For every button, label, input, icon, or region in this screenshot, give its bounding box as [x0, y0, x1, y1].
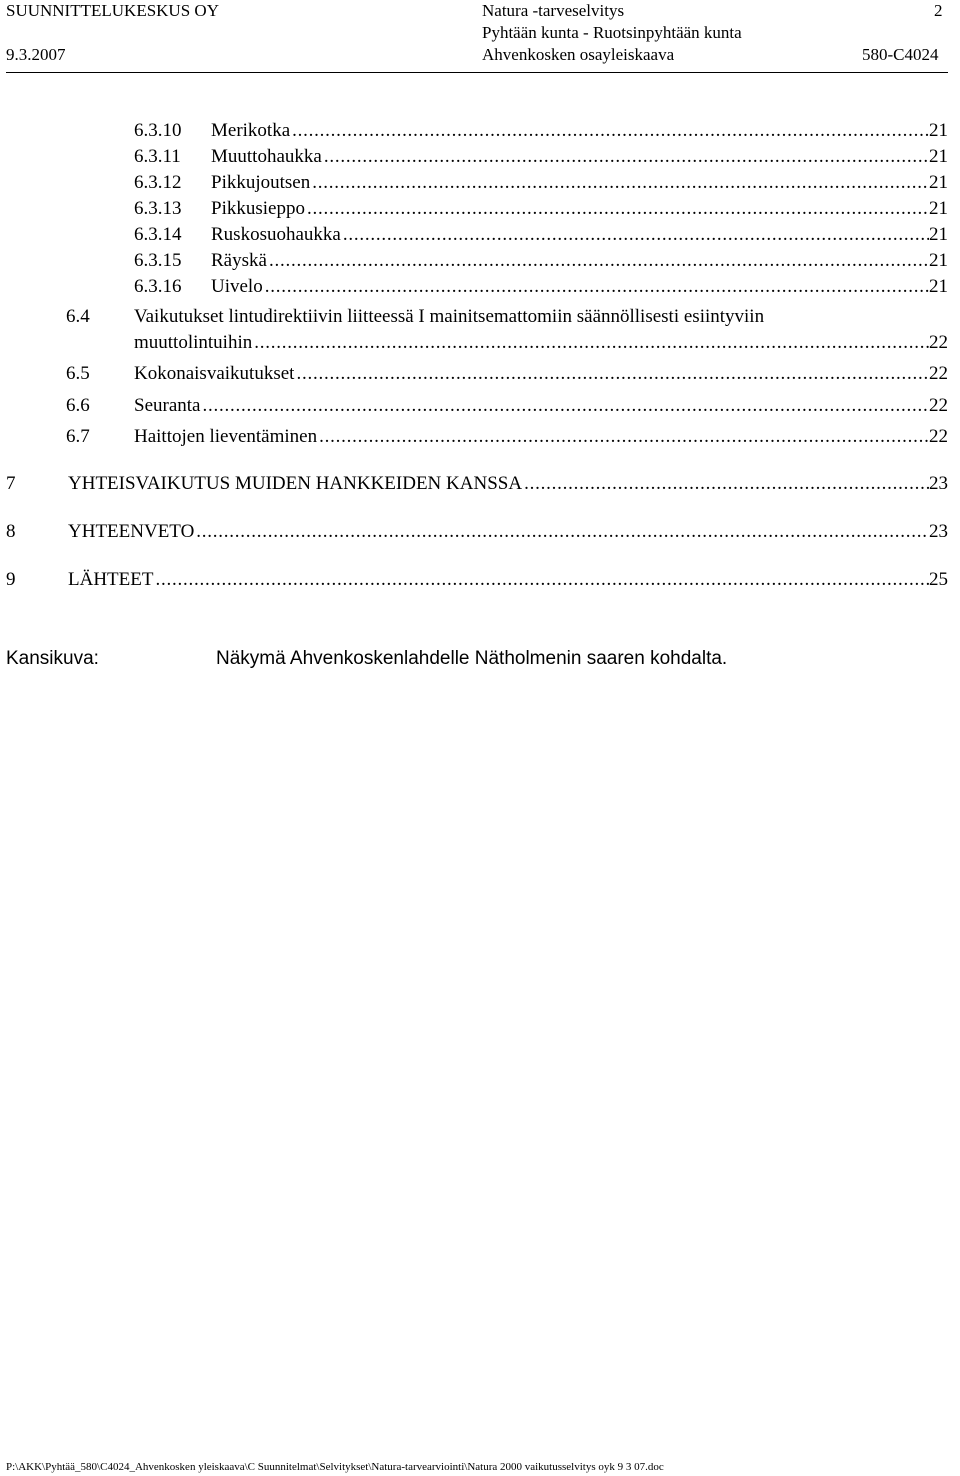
- toc-entry-title: Uivelo: [211, 276, 263, 297]
- toc-leader-dots: [263, 275, 929, 299]
- toc-entry-title: YHTEISVAIKUTUS MUIDEN HANKKEIDEN KANSSA: [68, 473, 523, 494]
- header-divider: [6, 72, 948, 73]
- toc-entry-number: 6.4: [66, 306, 90, 327]
- toc-entry-page: 22: [929, 426, 948, 447]
- toc-entry-page: 22: [929, 332, 948, 353]
- toc-leader-dots: [267, 249, 929, 273]
- toc-leader-dots: [522, 472, 929, 496]
- cover-label: Kansikuva:: [6, 648, 99, 669]
- toc-entry-title: Haittojen lieventäminen: [134, 426, 318, 447]
- toc-entry-number: 6.3.15: [134, 250, 182, 271]
- toc-entry-page: 21: [929, 172, 948, 193]
- header-page-number: 2: [934, 1, 943, 20]
- toc-entry-title: Pikkujoutsen: [211, 172, 311, 193]
- toc-entry-number: 6.5: [66, 363, 90, 384]
- toc-entry-number: 7: [6, 473, 16, 494]
- toc-entry-page: 23: [929, 473, 948, 494]
- toc-leader-dots: [341, 223, 929, 247]
- toc-entry-number: 6.7: [66, 426, 90, 447]
- toc-entry-number: 6.3.12: [134, 172, 182, 193]
- toc-entry-title: Räyskä: [211, 250, 267, 271]
- toc-entry-title: Merikotka: [211, 120, 291, 141]
- toc-entry-number: 9: [6, 569, 16, 590]
- toc-entry-page: 21: [929, 250, 948, 271]
- toc-entry-title: Ruskosuohaukka: [211, 224, 341, 245]
- toc-entry-title: Seuranta: [134, 395, 201, 416]
- toc-entry-number: 6.3.13: [134, 198, 182, 219]
- toc-leader-dots: [252, 331, 929, 355]
- toc-entry-page: 22: [929, 363, 948, 384]
- toc-entry-page: 21: [929, 146, 948, 167]
- toc-leader-dots: [153, 568, 929, 592]
- toc-entry-page: 25: [929, 569, 948, 590]
- toc-leader-dots: [310, 171, 929, 195]
- toc-entry-page: 22: [929, 395, 948, 416]
- toc-entry-title-line1: Vaikutukset lintudirektiivin liitteessä I mainitsemattomiin säännöllisesti esiintyviin: [134, 306, 765, 327]
- toc-entry-number: 8: [6, 521, 16, 542]
- toc-leader-dots: [305, 197, 929, 221]
- toc-entry-page: 21: [929, 120, 948, 141]
- toc-entry-title: Kokonaisvaikutukset: [134, 363, 295, 384]
- toc-entry-title: LÄHTEET: [68, 569, 154, 590]
- toc-leader-dots: [200, 394, 929, 418]
- toc-leader-dots: [317, 425, 929, 449]
- toc-entry-page: 21: [929, 276, 948, 297]
- toc-leader-dots: [194, 520, 929, 544]
- header-doc-title: Natura -tarveselvitys: [482, 1, 625, 20]
- toc-entry-title: Muuttohaukka: [211, 146, 322, 167]
- toc-entry-page: 21: [929, 198, 948, 219]
- toc-entry-title: Pikkusieppo: [211, 198, 305, 219]
- header-plan: Ahvenkosken osayleiskaava: [482, 45, 675, 64]
- header-company: SUUNNITTELUKESKUS OY: [6, 1, 219, 20]
- toc-entry-number: 6.6: [66, 395, 90, 416]
- toc-entry-number: 6.3.14: [134, 224, 182, 245]
- toc-entry-page: 23: [929, 521, 948, 542]
- toc-entry-title: YHTEENVETO: [68, 521, 195, 542]
- toc-entry-number: 6.3.10: [134, 120, 182, 141]
- header-municipality: Pyhtään kunta - Ruotsinpyhtään kunta: [482, 23, 742, 42]
- toc-entry-number: 6.3.11: [134, 146, 181, 167]
- toc-entry-page: 21: [929, 224, 948, 245]
- header-doc-code: 580-C4024: [862, 45, 939, 64]
- toc-leader-dots: [294, 362, 929, 386]
- toc-entry-title: muuttolintuihin: [134, 332, 253, 353]
- header-date: 9.3.2007: [6, 45, 66, 64]
- toc-entry-number: 6.3.16: [134, 276, 182, 297]
- toc-leader-dots: [290, 119, 929, 143]
- footer-file-path: P:\AKK\Pyhtää_580\C4024_Ahvenkosken yleiskaava\C Suunnitelmat\Selvitykset\Natura-tarvearviointi\Natura 2000 vaikutusselvitys oyk 9 3 07.doc: [6, 1461, 664, 1473]
- cover-description: Näkymä Ahvenkoskenlahdelle Nätholmenin saaren kohdalta.: [216, 648, 728, 669]
- toc-leader-dots: [322, 145, 929, 169]
